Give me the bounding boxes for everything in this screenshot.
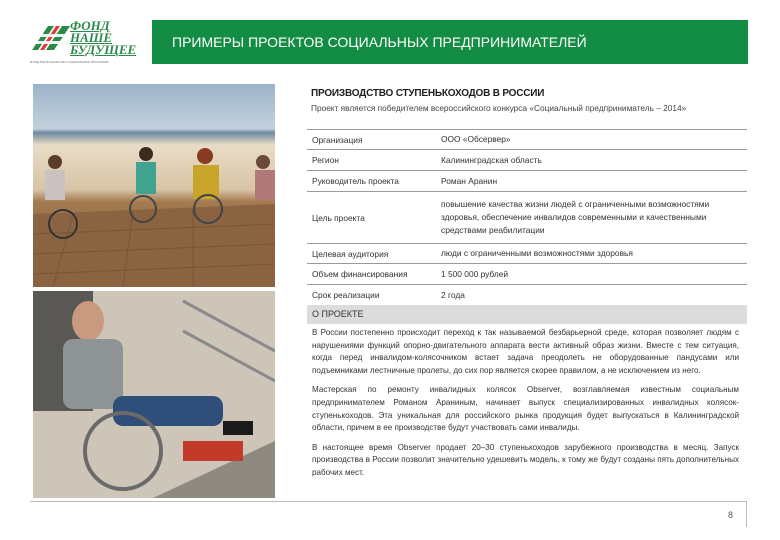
project-info-table — [307, 129, 747, 306]
wheelchair-photo — [33, 291, 275, 498]
beach-photo — [33, 84, 275, 287]
table-row — [307, 150, 747, 171]
row-label: Срок реализации — [312, 290, 380, 300]
row-value: повышение качества жизни людей с ограниченными возможностями здоровья, обеспечение инвалидов современными и качественными средствами реабилитации — [441, 199, 710, 235]
table-row — [307, 171, 747, 192]
row-label: Целевая аудитория — [312, 248, 389, 259]
row-value: люди с ограниченными возможностями здоровья — [441, 248, 633, 258]
table-row — [307, 264, 747, 285]
about-body — [312, 327, 739, 487]
table-row — [307, 130, 747, 150]
about-paragraph: Мастерская по ремонту инвалидных колясок Observer, возглавляемая известным социальным предпринимателем Романом Араниным, начинает выпуск специализированных инвалидных колясок-ступенькоходов. Эта уникальная для российского рынка продукция будет выпускаться в Калининградской области, причем в ее производстве будут участвовать сами инвалиды. — [312, 385, 739, 433]
row-value: Роман Аранин — [441, 175, 498, 186]
foundation-logo — [30, 18, 140, 68]
project-subtitle: Проект является победителем всероссийского конкурса «Социальный предприниматель – 2014» — [311, 103, 687, 113]
table-row — [307, 244, 747, 264]
footer-divider-vertical — [746, 501, 747, 527]
logo-wordmark: ФОНД НАШЕ БУДУЩЕЕ — [70, 18, 137, 57]
logo-emblem-icon — [30, 20, 72, 56]
row-label: Цель проекта — [312, 212, 365, 223]
project-title: ПРОИЗВОДСТВО СТУПЕНЬКОХОДОВ В РОССИИ — [311, 88, 545, 99]
logo-subtitle: ФОНД РЕГИОНАЛЬНЫХ СОЦИАЛЬНЫХ ПРОГРАММ — [30, 60, 109, 64]
row-value: 1 500 000 рублей — [441, 268, 509, 279]
about-section-header — [307, 305, 747, 324]
footer-divider — [30, 501, 747, 502]
row-label: Объем финансирования — [312, 269, 408, 279]
row-label: Руководитель проекта — [312, 176, 399, 186]
page-title: ПРИМЕРЫ ПРОЕКТОВ СОЦИАЛЬНЫХ ПРЕДПРИНИМАТЕЛЕЙ — [172, 34, 587, 50]
header-band — [152, 20, 748, 64]
table-row — [307, 192, 747, 244]
row-label: Регион — [312, 155, 339, 165]
about-paragraph: В России постепенно происходит переход к так называемой безбарьерной среде, которая позволяет людям с нарушениями функций опорно-двигательного аппарата вести активный образ жизни. Вместе с тем ситуация, когда перед инвалидом-колясочником встает задача преодолеть не оборудованные пандусами или подъемниками лестничные пролеты, до сих пор является скорее правилом, а не исключением из него. — [312, 328, 739, 375]
about-title: О ПРОЕКТЕ — [312, 309, 364, 319]
about-paragraph: В настоящее время Observer продает 20–30 ступенькоходов зарубежного производства в месяц. Запуск производства в России позволит значительно удешевить модель, к тому же будут созданы пять дополнительных рабочих мест. — [312, 442, 739, 477]
page-number: 8 — [728, 510, 734, 520]
table-row — [307, 285, 747, 306]
row-label: Организация — [312, 134, 363, 145]
row-value: Калининградская область — [441, 154, 542, 165]
row-value: 2 года — [441, 289, 465, 300]
row-value: ООО «Обсервер» — [441, 134, 511, 144]
